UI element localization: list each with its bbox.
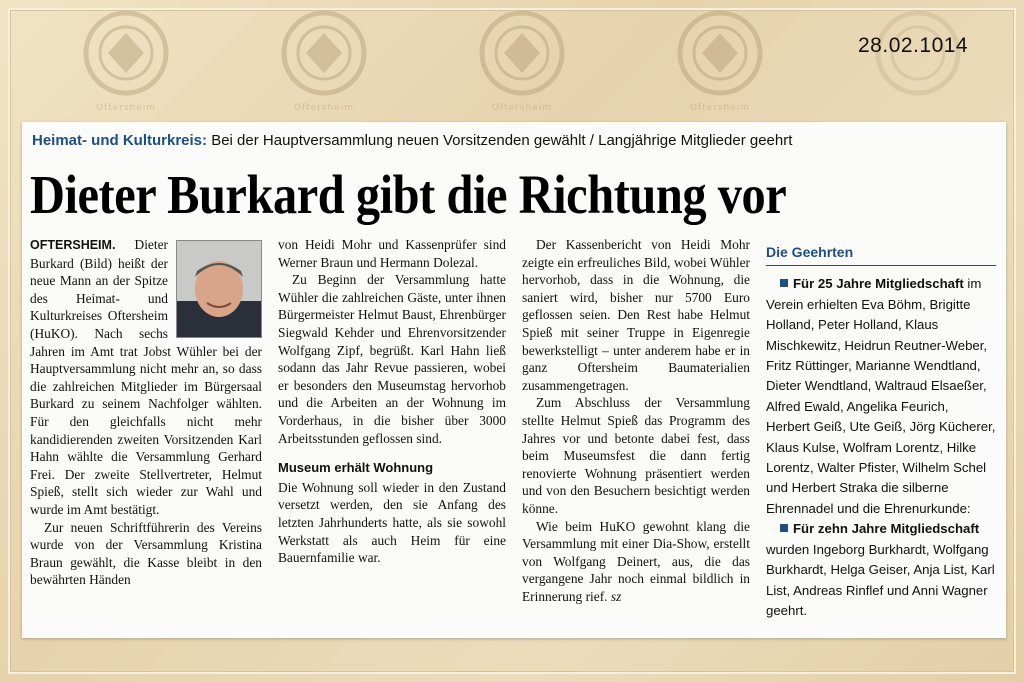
bullet-square-icon bbox=[780, 524, 788, 532]
paragraph: Wie beim HuKO gewohnt klang die Versammlung mit einer Dia-Show, erstellt von Wolfgang Deinert, aus, die das vergangene Jahr noch einmal bildlich in Erinnerung rief. bbox=[522, 518, 750, 604]
honorees-box bbox=[766, 242, 996, 621]
article-headline: Dieter Burkard gibt die Richtung vor bbox=[30, 164, 787, 225]
article-subhead: Museum erhält Wohnung bbox=[278, 460, 434, 476]
paragraph: Dieter Burkard (Bild) heißt der neue Mann an der Spitze des Heimat- und Kulturkreises Oftersheim (HuKO). Nach sechs Jahren im Amt trat Jobst Wühler bei der Hauptversammlung nicht mehr an, so dass die zahlreichen Mitglieder im Bürgersaal Burkard zu seinem Nachfolger wählten. Für den gleichfalls nicht mehr kandidierenden zweiten Vorsitzenden Karl Hahn wählte die Versammlung Gerhard Frei. Der zweite Stellvertreter, Helmut Spieß, stellt sich wieder zur Wahl und wurde im Amt bestätigt. bbox=[30, 237, 262, 517]
box-text: im Verein erhielten Eva Böhm, Brigitte Holland, Peter Holland, Klaus Mischkewitz, Heidrun Reutner-Weber, Fritz Rüttinger, Marianne Wendtland, Dieter Wendtland, Waltraud Elsaeßer, Alfred Ewald, Angelika Feurich, Herbert Geiß, Ute Geiß, Jörg Kücherer, Klaus Kulse, Wolfram Lorentz, Hilke Lorentz, Walter Pfister, Wilhelm Schel und Herbert Straka die silberne Ehrennadel und die Ehrenurkunde: bbox=[766, 276, 996, 516]
seal-icon bbox=[672, 8, 768, 98]
box-title: Die Geehrten bbox=[766, 242, 996, 266]
seal-icon bbox=[276, 8, 372, 98]
box-text: wurden Ingeborg Burkhardt, Wolfgang Burkhardt, Helga Geiser, Anja List, Karl List, Andreas Rinflef und Anni Wagner geehrt. bbox=[766, 541, 995, 618]
watermark-text: Oftersheim bbox=[95, 103, 157, 113]
box-lead: Für 25 Jahre Mitgliedschaft bbox=[793, 276, 964, 292]
portrait-image bbox=[177, 241, 261, 337]
watermark-text: Oftersheim bbox=[689, 103, 751, 113]
seal-icon bbox=[474, 8, 570, 98]
seal-icon bbox=[78, 8, 174, 98]
kicker-label: Heimat- und Kulturkreis: bbox=[32, 132, 208, 149]
article-kicker bbox=[32, 132, 792, 149]
watermark-text: Oftersheim bbox=[293, 103, 355, 113]
watermark-seal bbox=[276, 8, 372, 118]
author-initials: sz bbox=[610, 588, 622, 604]
watermark-seal bbox=[870, 8, 966, 118]
bullet-square-icon bbox=[780, 279, 788, 287]
box-lead: Für zehn Jahre Mitgliedschaft bbox=[793, 521, 980, 537]
date-stamp: 28.02.1014 bbox=[858, 34, 969, 57]
paragraph: Zur neuen Schriftführerin des Vereins wurde von der Versammlung Kristina Braun gewählt, die Kasse bleibt in den bewährten Händen bbox=[30, 519, 262, 588]
paragraph: Zu Beginn der Versammlung hatte Wühler die zahlreichen Gäste, unter ihnen Bürgermeister Helmut Baust, Ehrenbürger Siegwald Kehder und Ehrenvorsitzender Wolfgang Zipf, begrüßt. Karl Hahn ließ sodann das Jahr Revue passieren, wobei er besonders den Museumstag hervorhob und die Arbeiten an der Wohnung im Vorderhaus, in die bisher über 3000 Arbeitsstunden geflossen sind. bbox=[278, 272, 506, 446]
newspaper-clipping bbox=[22, 122, 1006, 638]
kicker-text: Bei der Hauptversammlung neuen Vorsitzenden gewählt / Langjährige Mitglieder geehrt bbox=[211, 132, 793, 149]
paragraph: Die Wohnung soll wieder in den Zustand versetzt werden, den sie Anfang des letzten Jahrhunderts hatte, als sie sowohl Werkstatt als auch Heim für eine Bauernfamilie war. bbox=[278, 479, 506, 566]
paragraph: Der Kassenbericht von Heidi Mohr zeigte ein erfreuliches Bild, wobei Wühler hervorhob, dass in die Wohnung, die saniert wird, bisher nur 5700 Euro geflossen seien. Den Rest habe Helmut Spieß mit seiner Truppe in Eigenregie bewerkstelligt – unter anderem habe er in ganz Oftersheim Baumaterialien zusammengetragen. bbox=[522, 237, 750, 393]
watermark-text: Oftersheim bbox=[491, 103, 553, 113]
article-column-2 bbox=[278, 236, 506, 567]
watermark-seal bbox=[78, 8, 174, 118]
watermark-seal bbox=[672, 8, 768, 118]
article-dateline: OFTERSHEIM. bbox=[30, 238, 116, 252]
watermark-seal bbox=[474, 8, 570, 118]
paragraph: Zum Abschluss der Versammlung stellte Helmut Spieß das Programm des Jahres vor und betonte dabei fest, dass beim Museumsfest die dann fertig renovierte Wohnung präsentiert werden und von den Besuchern besichtigt werden könne. bbox=[522, 395, 750, 516]
portrait-photo bbox=[176, 240, 262, 338]
article-column-1 bbox=[30, 236, 262, 589]
article-column-3 bbox=[522, 236, 750, 605]
paragraph: von Heidi Mohr und Kassenprüfer sind Werner Braun und Hermann Dolezal. bbox=[278, 237, 506, 270]
